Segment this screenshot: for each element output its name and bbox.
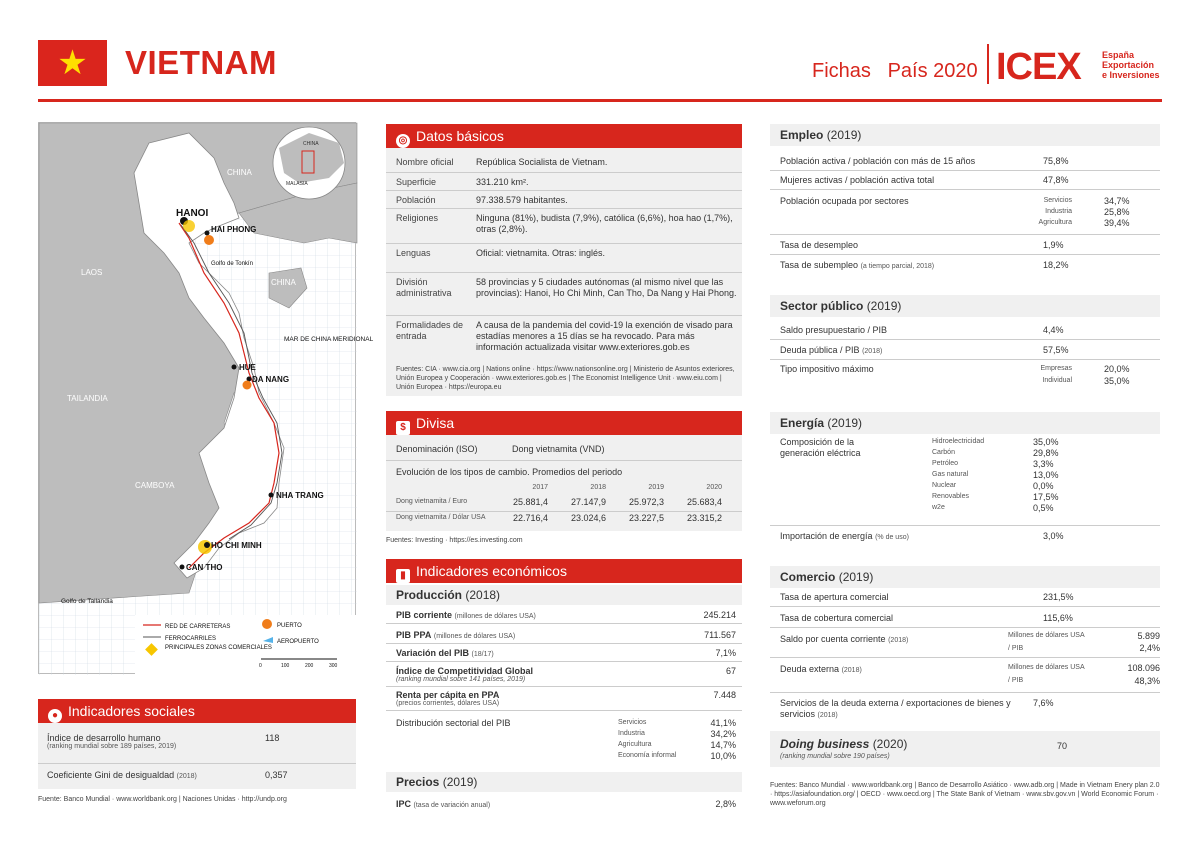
divisa-row-value: 23.315,2 [686, 513, 722, 523]
energia-comp-label: Composición de la generación eléctrica [780, 437, 861, 458]
divisa-row-value: 23.227,5 [628, 513, 664, 523]
deuda-unit-1: Millones de dólares USA [1008, 664, 1085, 671]
ipc-value: 2,8% [715, 799, 736, 809]
eco-row [396, 690, 742, 707]
eco-indicators-header [386, 559, 742, 583]
eco-row [396, 648, 742, 658]
energia-title [780, 416, 862, 430]
bar-chart-icon: ▮ [396, 569, 410, 583]
legend-airport-label: AEROPUERTO [277, 639, 319, 645]
dist-sector: Industria [618, 730, 645, 737]
datos-row-value: 97.338.579 habitantes. [476, 195, 568, 205]
datos-row-label: Religiones [396, 213, 439, 223]
gini-note: (2018) [176, 773, 197, 780]
person-icon: ● [48, 709, 62, 723]
saldo-v2: 2,4% [1139, 643, 1160, 653]
doing-label: Doing business [780, 737, 870, 751]
camboya-label: CAMBOYA [135, 481, 175, 490]
danang-label: DA NANG [252, 375, 290, 384]
scale-0: 0 [259, 663, 262, 669]
eco-row-value: 245.214 [703, 610, 736, 620]
empleo-title [780, 128, 861, 142]
row-divider [770, 657, 1160, 658]
datos-row-label: Formalidades de entrada [396, 320, 464, 341]
legend-port-label: PUERTO [277, 623, 302, 629]
hanoi-commercial-zone [183, 220, 195, 232]
datos-divider [386, 172, 742, 173]
eco-row-label [396, 666, 666, 683]
hanoi-label: HANOI [176, 208, 209, 219]
datos-divider [386, 243, 742, 244]
row-divider [770, 359, 1160, 360]
golfo-tailandia-label: Golfo de Tailandia [61, 598, 113, 605]
empleo-row-desempleo-value: 1,9% [1043, 240, 1064, 250]
scale-200: 200 [305, 663, 314, 669]
scale-100: 100 [281, 663, 290, 669]
energia-value: 29,8% [1033, 448, 1059, 458]
haiphong-label: HAI PHONG [211, 225, 257, 234]
logo-divider [987, 44, 989, 84]
sp-row-deuda-value: 57,5% [1043, 345, 1069, 355]
legend-rail-label: FERROCARRILES [165, 636, 217, 642]
tipo-kind: Individual [1042, 377, 1072, 384]
divisa-table-divider [386, 511, 742, 512]
energia-row-import-note: (% de uso) [875, 534, 909, 541]
divisa-divider [386, 460, 742, 461]
ocupada-sector: Agricultura [1038, 219, 1072, 226]
dist-label: Distribución sectorial del PIB [396, 718, 511, 728]
datos-row-label: Superficie [396, 177, 437, 187]
datos-row-label: División administrativa [396, 277, 452, 298]
empleo-row-mujeres-value: 47,8% [1043, 175, 1069, 185]
eco-label-text: PIB PPA [396, 630, 432, 640]
comercio-row-cobertura-label: Tasa de cobertura comercial [780, 613, 894, 623]
datos-divider [386, 272, 742, 273]
empleo-row-ocupada [780, 196, 1160, 206]
fichas-pais-title [812, 60, 978, 83]
energia-title-year: (2019) [827, 416, 863, 430]
comercio-row-cobertura-value: 115,6% [1043, 613, 1073, 623]
empleo-row-subempleo-note: (a tiempo parcial, 2018) [860, 263, 935, 270]
tailandia-label: TAILANDIA [67, 394, 108, 403]
comercio-title [780, 570, 873, 584]
divisa-title: Divisa [416, 415, 455, 431]
legend-road-label: RED DE CARRETERAS [165, 624, 231, 630]
nhatrang-marker [269, 493, 274, 498]
precios-year: (2019) [442, 775, 478, 789]
comercio-row-deuda-label: Deuda externa [780, 664, 840, 674]
datos-divider [386, 190, 742, 191]
idh-label: Índice de desarrollo humano [47, 733, 161, 743]
comercio-title-text: Comercio [780, 570, 836, 584]
dist-value: 41,1% [710, 718, 736, 728]
doing-year: (2020) [872, 737, 908, 751]
eco-row-value: 67 [725, 666, 736, 676]
energia-source: Renovables [932, 493, 969, 500]
header-divider [38, 99, 1162, 102]
dist-value: 14,7% [710, 740, 736, 750]
eco-label-text: Índice de Competitividad Global [396, 666, 534, 676]
scale-300: 300 [329, 663, 338, 669]
dist-sector: Servicios [618, 719, 647, 726]
eco-label-text: PIB corriente [396, 610, 453, 620]
datos-row-value: 331.210 km². [476, 177, 529, 187]
empleo-row-desempleo [780, 240, 1160, 250]
eco-label-note: (18/17) [471, 651, 494, 658]
produccion-year: (2018) [465, 588, 501, 602]
hue-marker [232, 365, 237, 370]
energia-row-import [780, 531, 1160, 541]
golfo-tonkin-label [211, 261, 253, 267]
divisa-header [386, 411, 742, 435]
comercio-row-deuda-note: (2018) [841, 667, 862, 674]
row-divider [770, 189, 1160, 190]
eco-row-value: 711.567 [704, 630, 736, 640]
precios-label: Precios [396, 775, 440, 789]
gini-label: Coeficiente Gini de desigualdad [47, 770, 175, 780]
hue-label: HUE [239, 363, 256, 372]
ocupada-value: 39,4% [1104, 218, 1130, 228]
energia-source: Carbón [932, 449, 955, 456]
eco-label-note: (precios corrientes, dólares USA) [396, 700, 500, 707]
social-title: Indicadores sociales [68, 703, 195, 719]
golfo-tonkin-text: Golfo de Tonkín [211, 261, 253, 267]
icex-logo: ICEX [996, 46, 1081, 88]
eco-row-value: 7,1% [715, 648, 736, 658]
tipo-value: 35,0% [1104, 376, 1130, 386]
divisa-row-label: Dong vietnamita / Euro [396, 498, 468, 505]
divisa-source: Fuentes: Investing · https://es.investing.com [386, 537, 523, 544]
divisa-row-value: 23.024,6 [570, 513, 606, 523]
eco-divider [386, 643, 742, 644]
gini-row [47, 770, 347, 780]
datos-title: Datos básicos [416, 128, 504, 144]
ipc-label: IPC [396, 799, 412, 809]
dist-value: 34,2% [710, 729, 736, 739]
empleo-row-ocupada-label: Población ocupada por sectores [780, 196, 909, 206]
sp-row-tipo [780, 364, 1160, 374]
empleo-title-text: Empleo [780, 128, 824, 142]
datos-row-label: Población [396, 195, 436, 205]
eco-divider [386, 710, 742, 711]
target-icon: ◎ [396, 134, 410, 148]
datos-row-value: República Socialista de Vietnam. [476, 157, 608, 167]
comercio-title-year: (2019) [838, 570, 874, 584]
sp-row-saldo [780, 325, 1160, 335]
precios-title [396, 775, 477, 789]
empleo-row-subempleo-label: Tasa de subempleo [780, 260, 859, 270]
legend-port-icon [262, 619, 272, 629]
energia-value: 13,0% [1033, 470, 1059, 480]
vietnam-flag [38, 40, 107, 86]
sp-row-deuda-label: Deuda pública / PIB [780, 345, 860, 355]
haiphong-marker [205, 231, 210, 236]
idh-row [47, 733, 347, 750]
energia-row-import-value: 3,0% [1043, 531, 1064, 541]
datos-divider [386, 208, 742, 209]
energia-title-text: Energía [780, 416, 825, 430]
divisa-row-value: 25.881,4 [512, 497, 548, 507]
deuda-v1: 108.096 [1127, 663, 1160, 673]
energia-value: 0,0% [1033, 481, 1054, 491]
divisa-row-value: 25.972,3 [628, 497, 664, 507]
empleo-row-mujeres [780, 175, 1160, 185]
datos-row-label: Nombre oficial [396, 157, 454, 167]
eco-row [396, 630, 742, 640]
energia-value: 0,5% [1033, 503, 1054, 513]
saldo-unit-1: Millones de dólares USA [1008, 632, 1085, 639]
eco-row-label [396, 690, 666, 707]
comercio-source: Fuentes: Banco Mundial · www.worldbank.org | Banco de Desarrollo Asiático · www.adb.org | Made in Vietnam Enery plan 2.0 · https://asiafoundation.org/ | OECD · www.oecd.org | The State Bank of Vietnam · www.sbv.gov.vn | World Economic Forum · www.weforum.org [770, 782, 1160, 807]
produccion-title [396, 588, 500, 602]
sp-row-tipo-label: Tipo impositivo máximo [780, 364, 874, 374]
eco-label-text: Variación del PIB [396, 648, 470, 658]
sp-row-saldo-value: 4,4% [1043, 325, 1064, 335]
hcm-marker [204, 542, 210, 548]
haiphong-port-icon [204, 235, 214, 245]
ipc-row [396, 799, 742, 809]
cantho-marker [180, 565, 185, 570]
servicios-value: 7,6% [1033, 698, 1054, 708]
row-divider [770, 254, 1160, 255]
ocupada-value: 25,8% [1104, 207, 1130, 217]
vietnam-map [38, 122, 374, 674]
money-icon: $ [396, 421, 410, 435]
saldo-v1: 5.899 [1137, 631, 1160, 641]
ocupada-value: 34,7% [1104, 196, 1130, 206]
comercio-row-apertura-value: 231,5% [1043, 592, 1074, 602]
china-label-2: CHINA [271, 278, 296, 287]
pais-year-label: País 2020 [887, 60, 978, 82]
energia-source: Gas natural [932, 471, 969, 478]
row-divider [770, 339, 1160, 340]
icex-sub-2: Exportación [1102, 60, 1155, 70]
legend-zone-text: PRINCIPALES ZONAS COMERCIALES [165, 645, 272, 651]
empleo-row-activa [780, 156, 1160, 166]
divisa-evol-title: Evolución de los tipos de cambio. Promedios del periodo [396, 467, 623, 477]
eco-label-text: Renta per cápita en PPA [396, 690, 500, 700]
servicios-label: Servicios de la deuda externa / exportaciones de bienes y servicios [780, 698, 1011, 719]
icex-sub-1: España [1102, 50, 1135, 60]
fichas-label: Fichas [812, 60, 871, 82]
doing-note: (ranking mundial sobre 190 países) [780, 753, 890, 760]
datos-basicos-header [386, 124, 742, 148]
icex-sub-3: e Inversiones [1102, 70, 1160, 80]
mar-china-label: MAR DE CHINA MERIDIONAL [284, 336, 374, 343]
doing-business-title [780, 737, 907, 751]
empleo-row-activa-label: Población activa / población con más de 15 años [780, 156, 976, 166]
empleo-row-subempleo-value: 18,2% [1043, 260, 1069, 270]
inset-china-label: CHINA [303, 141, 319, 147]
sp-row-deuda [780, 345, 1160, 355]
produccion-label: Producción [396, 588, 463, 602]
eco-row [396, 666, 742, 683]
tipo-kind: Empresas [1040, 365, 1072, 372]
eco-label-note: (millones de dólares USA) [433, 633, 516, 640]
energia-value: 35,0% [1033, 437, 1059, 447]
comercio-row-saldo-note: (2018) [888, 637, 909, 644]
empleo-row-desempleo-label: Tasa de desempleo [780, 240, 859, 250]
ipc-note: (tasa de variación anual) [413, 802, 491, 809]
laos-label: LAOS [81, 268, 103, 277]
row-divider [770, 692, 1160, 693]
datos-row-label: Lenguas [396, 248, 431, 258]
energia-row-import-label: Importación de energía [780, 531, 873, 541]
tipo-value: 20,0% [1104, 364, 1130, 374]
denom-value: Dong vietnamita (VND) [512, 444, 605, 454]
divisa-row-value: 22.716,4 [512, 513, 548, 523]
divisa-denom-row [396, 444, 605, 454]
eco-row-value: 7.448 [713, 690, 736, 700]
row-divider [770, 525, 1160, 526]
sector-publico-title [780, 299, 901, 313]
divisa-row-value: 27.147,9 [570, 497, 606, 507]
datos-source: Fuentes: CIA · www.cia.org | Nations online · https://www.nationsonline.org | Ministerio de Asuntos exteriores, Unión Europea y Cooperación · www.exteriores.gob.es | The Economist Intelligence Unit · www.eiu.com | Unión Europea · https://europa.eu [396, 366, 735, 391]
eco-row-label [396, 630, 666, 640]
gini-value: 0,357 [265, 770, 288, 780]
row-divider [770, 170, 1160, 171]
empleo-row-mujeres-label: Mujeres activas / población activa total [780, 175, 935, 185]
dist-sector: Agricultura [618, 741, 652, 748]
comercio-row-apertura-label: Tasa de apertura comercial [780, 592, 889, 602]
eco-divider [386, 661, 742, 662]
divisa-year-header: 2019 [648, 484, 664, 491]
idh-note: (ranking mundial sobre 189 países, 2019) [47, 743, 177, 750]
divisa-year-header: 2018 [590, 484, 606, 491]
row-divider [770, 234, 1160, 235]
china-label-1: CHINA [227, 168, 252, 177]
eco-label-note: (ranking mundial sobre 141 países, 2019) [396, 676, 526, 683]
empleo-title-year: (2019) [826, 128, 862, 142]
sp-row-saldo-label: Saldo presupuestario / PIB [780, 325, 888, 335]
empleo-row-subempleo [780, 260, 1160, 270]
divisa-year-header: 2017 [532, 484, 548, 491]
eco-row [396, 610, 742, 620]
social-divider [38, 763, 356, 764]
sp-row-deuda-note: (2018) [862, 348, 883, 355]
icex-logo-subtitle [1102, 50, 1160, 80]
dist-sector: Economía informal [618, 752, 677, 759]
energia-source: w2e [932, 504, 945, 511]
divisa-row-value: 25.683,4 [686, 497, 722, 507]
cantho-label: CAN THO [186, 563, 223, 572]
legend-zone-label [165, 645, 272, 651]
eco-divider [386, 623, 742, 624]
eco-title: Indicadores económicos [416, 563, 567, 579]
servicios-note: (2018) [817, 712, 838, 719]
deuda-unit-2: / PIB [1008, 677, 1024, 684]
datos-divider [386, 315, 742, 316]
nhatrang-label: NHA TRANG [276, 491, 324, 500]
datos-row-value: Ninguna (81%), budista (7,9%), católica (6,6%), hoa hao (1,7%), otras (2,8%). [476, 213, 733, 234]
idh-value: 118 [265, 733, 280, 743]
datos-row-value: Oficial: vietnamita. Otras: inglés. [476, 248, 606, 258]
energia-value: 17,5% [1033, 492, 1059, 502]
deuda-v2: 48,3% [1134, 676, 1160, 686]
row-divider [770, 627, 1160, 628]
eco-row-label [396, 610, 666, 620]
comercio-row-cobertura [780, 613, 1160, 623]
comercio-row-saldo-label: Saldo por cuenta corriente [780, 634, 886, 644]
datos-row-value: 58 provincias y 5 ciudades autónomas (al mismo nivel que las provincias): Hanoi, Ho Chi Minh, Can Tho, Da Nang y Hai Phong. [476, 277, 737, 298]
saldo-unit-2: / PIB [1008, 645, 1024, 652]
energia-source: Nuclear [932, 482, 957, 489]
sector-publico-title-year: (2019) [866, 299, 902, 313]
row-divider [770, 606, 1160, 607]
dist-value: 10,0% [710, 751, 736, 761]
empleo-row-activa-value: 75,8% [1043, 156, 1069, 166]
energia-source: Hidroelectricidad [932, 438, 985, 445]
energia-value: 3,3% [1033, 459, 1054, 469]
eco-row-label [396, 648, 666, 658]
divisa-year-header: 2020 [706, 484, 722, 491]
ocupada-sector: Industria [1045, 208, 1072, 215]
denom-label: Denominación (ISO) [396, 444, 478, 454]
energia-source: Petróleo [932, 460, 959, 467]
divisa-row-label: Dong vietnamita / Dólar USA [396, 514, 486, 521]
social-source: Fuente: Banco Mundial · www.worldbank.org | Naciones Unidas · http://undp.org [38, 796, 287, 803]
datos-row-value: A causa de la pandemia del covid-19 la exención de visado para estadías menores a 15 días se ha revocado. Para más información actualizada visitar www.exteriores.gob.es [476, 320, 733, 352]
social-indicators-header [38, 699, 356, 723]
star-icon: ★ [57, 44, 88, 82]
eco-label-note: (millones de dólares USA) [454, 613, 536, 620]
hcm-label: HO CHI MINH [211, 541, 262, 550]
inset-malasia-label: MALASIA [286, 181, 308, 187]
eco-divider [386, 686, 742, 687]
doing-value: 70 [1057, 741, 1068, 751]
comercio-row-servicios [780, 698, 1020, 721]
page-title: VIETNAM [125, 44, 277, 81]
sector-publico-title-text: Sector público [780, 299, 864, 313]
ocupada-sector: Servicios [1043, 197, 1072, 204]
danang-port-icon [243, 381, 252, 390]
comercio-row-apertura [780, 592, 1160, 602]
